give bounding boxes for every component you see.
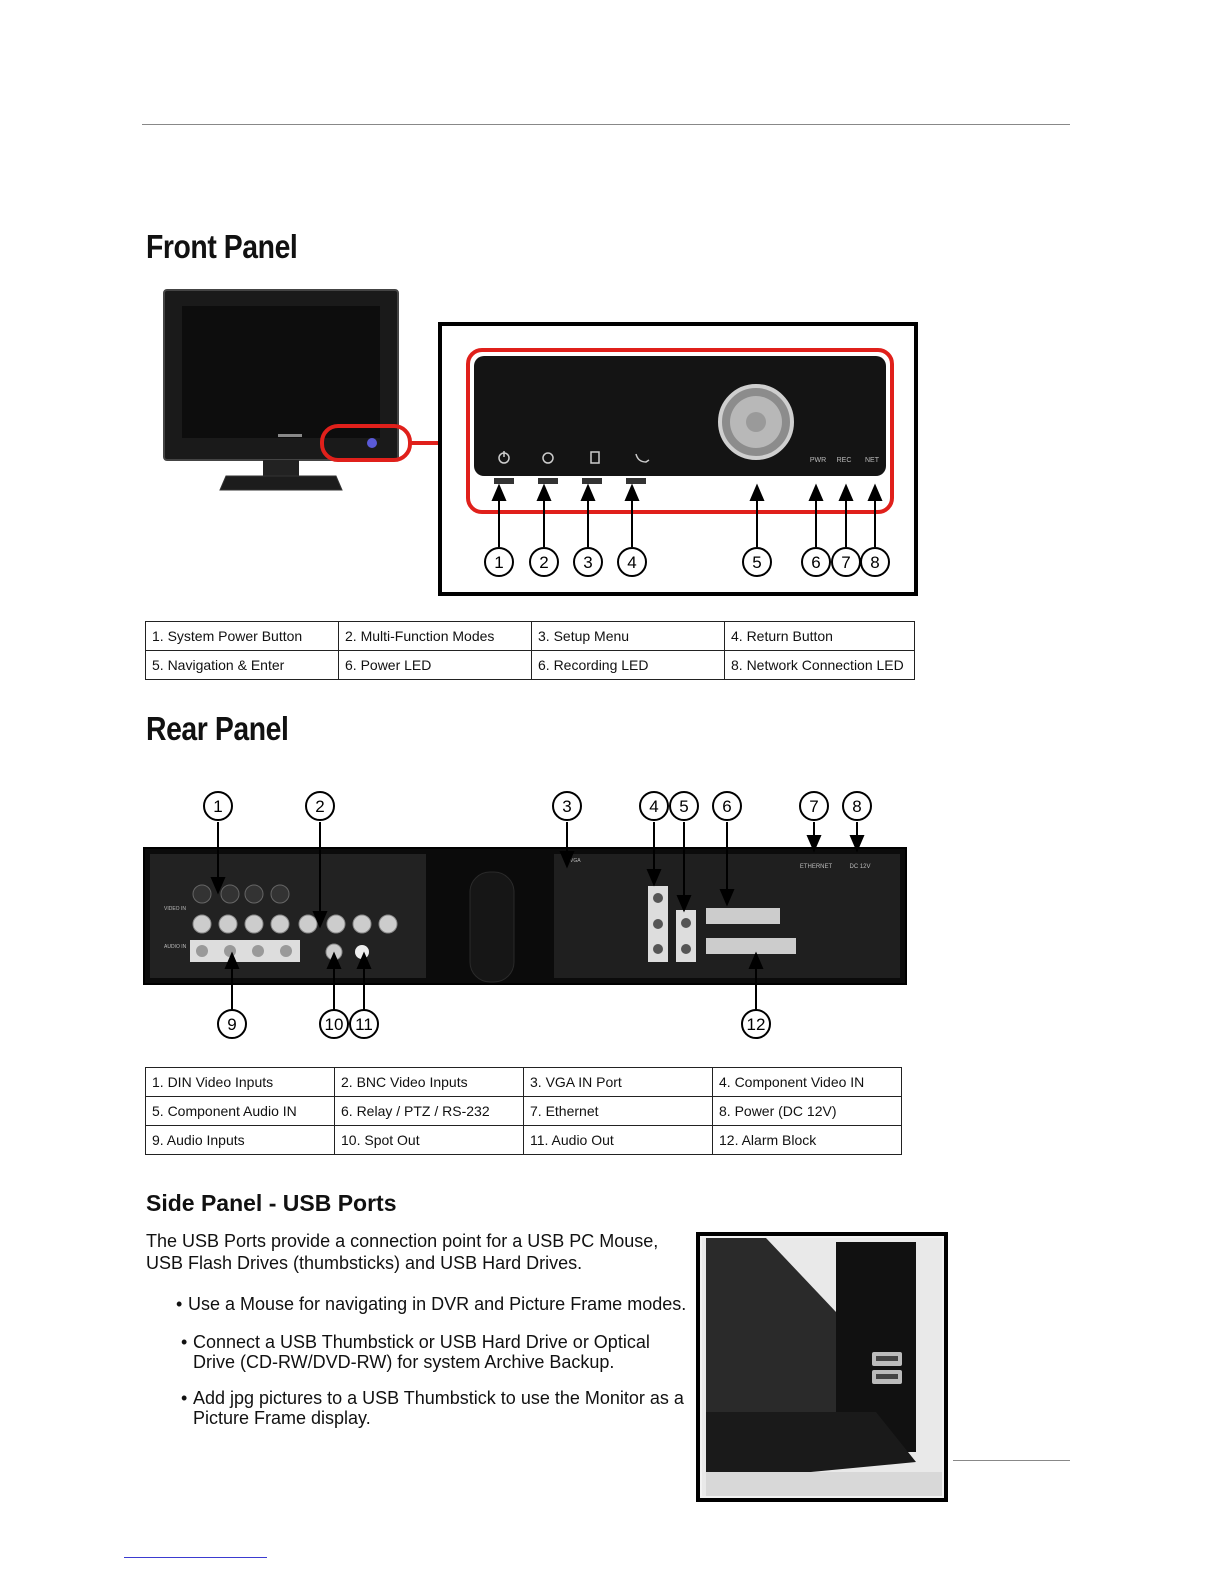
rear-callout-9: 9 [227, 1015, 237, 1034]
rear-callout-8: 8 [852, 797, 862, 816]
rear-callout-1: 1 [213, 797, 223, 816]
table-cell: 7. Ethernet [524, 1097, 713, 1126]
svg-text:REC: REC [836, 457, 852, 464]
table-cell: 3. Setup Menu [532, 622, 725, 651]
table-cell: 4. Component Video IN [713, 1068, 902, 1097]
table-cell: 11. Audio Out [524, 1126, 713, 1155]
callout-1: 1 [494, 553, 504, 572]
callout-3: 3 [583, 553, 593, 572]
table-row [146, 1068, 902, 1097]
svg-text:AUDIO IN: AUDIO IN [164, 944, 187, 950]
rear-callout-6: 6 [722, 797, 732, 816]
rear-panel-diagram [140, 786, 910, 1046]
usb-side-image [696, 1232, 948, 1502]
table-cell: 10. Spot Out [335, 1126, 524, 1155]
rear-panel-table [145, 1067, 902, 1155]
rear-callout-3: 3 [562, 797, 572, 816]
table-row [146, 1097, 902, 1126]
rear-callout-11: 11 [355, 1015, 373, 1034]
side-panel-intro-1: The USB Ports provide a connection point for a USB PC Mouse, [146, 1231, 659, 1251]
rear-callout-4: 4 [649, 797, 659, 816]
footer-rule [953, 1460, 1070, 1461]
table-cell: 5. Component Audio IN [146, 1097, 335, 1126]
rear-panel-title: Rear Panel [146, 710, 289, 747]
callout-4: 4 [627, 553, 637, 572]
footer-link-rule [124, 1557, 267, 1558]
front-panel-table [145, 621, 915, 680]
svg-text:ETHERNET: ETHERNET [799, 864, 833, 870]
table-cell: 8. Power (DC 12V) [713, 1097, 902, 1126]
bullet-item: • Use a Mouse for navigating in DVR and Picture Frame modes. [176, 1294, 687, 1314]
table-cell: 1. DIN Video Inputs [146, 1068, 335, 1097]
table-cell: 1. System Power Button [146, 622, 339, 651]
side-panel-title: Side Panel - USB Ports [146, 1190, 397, 1216]
callout-2: 2 [539, 553, 549, 572]
rear-callout-5: 5 [679, 797, 689, 816]
table-cell: 6. Power LED [339, 651, 532, 680]
table-row [146, 622, 915, 651]
bullet-item: • Connect a USB Thumbstick or USB Hard Drive or Optical Drive (CD-RW/DVD-RW) for system Archive Backup. [181, 1332, 650, 1372]
table-row [146, 651, 915, 680]
rear-callout-2: 2 [315, 797, 325, 816]
rear-callout-12: 12 [746, 1015, 766, 1034]
front-panel-title: Front Panel [146, 228, 298, 265]
callout-6: 6 [811, 553, 821, 572]
svg-text:PWR: PWR [809, 457, 827, 464]
svg-text:NET: NET [865, 457, 879, 464]
bullet-item: • Add jpg pictures to a USB Thumbstick to use the Monitor as a Picture Frame display. [181, 1388, 684, 1428]
front-panel-detail [438, 322, 918, 596]
table-cell: 2. BNC Video Inputs [335, 1068, 524, 1097]
callout-8: 8 [870, 553, 880, 572]
table-cell: 4. Return Button [725, 622, 915, 651]
rear-callout-7: 7 [809, 797, 819, 816]
table-cell: 12. Alarm Block [713, 1126, 902, 1155]
callout-5: 5 [752, 553, 762, 572]
table-cell: 2. Multi-Function Modes [339, 622, 532, 651]
table-cell: 3. VGA IN Port [524, 1068, 713, 1097]
table-cell: 6. Recording LED [532, 651, 725, 680]
table-cell: 9. Audio Inputs [146, 1126, 335, 1155]
rear-callout-10: 10 [324, 1015, 344, 1034]
side-panel-intro-2: USB Flash Drives (thumbsticks) and USB Hard Drives. [146, 1253, 583, 1273]
svg-text:VGA: VGA [570, 858, 581, 864]
table-cell: 5. Navigation & Enter [146, 651, 339, 680]
table-row [146, 1126, 902, 1155]
svg-text:VIDEO IN: VIDEO IN [164, 906, 186, 912]
callout-7: 7 [841, 553, 851, 572]
table-cell: 6. Relay / PTZ / RS-232 [335, 1097, 524, 1126]
table-cell: 8. Network Connection LED [725, 651, 915, 680]
svg-text:DC 12V: DC 12V [849, 864, 871, 870]
header-rule [142, 124, 1070, 125]
